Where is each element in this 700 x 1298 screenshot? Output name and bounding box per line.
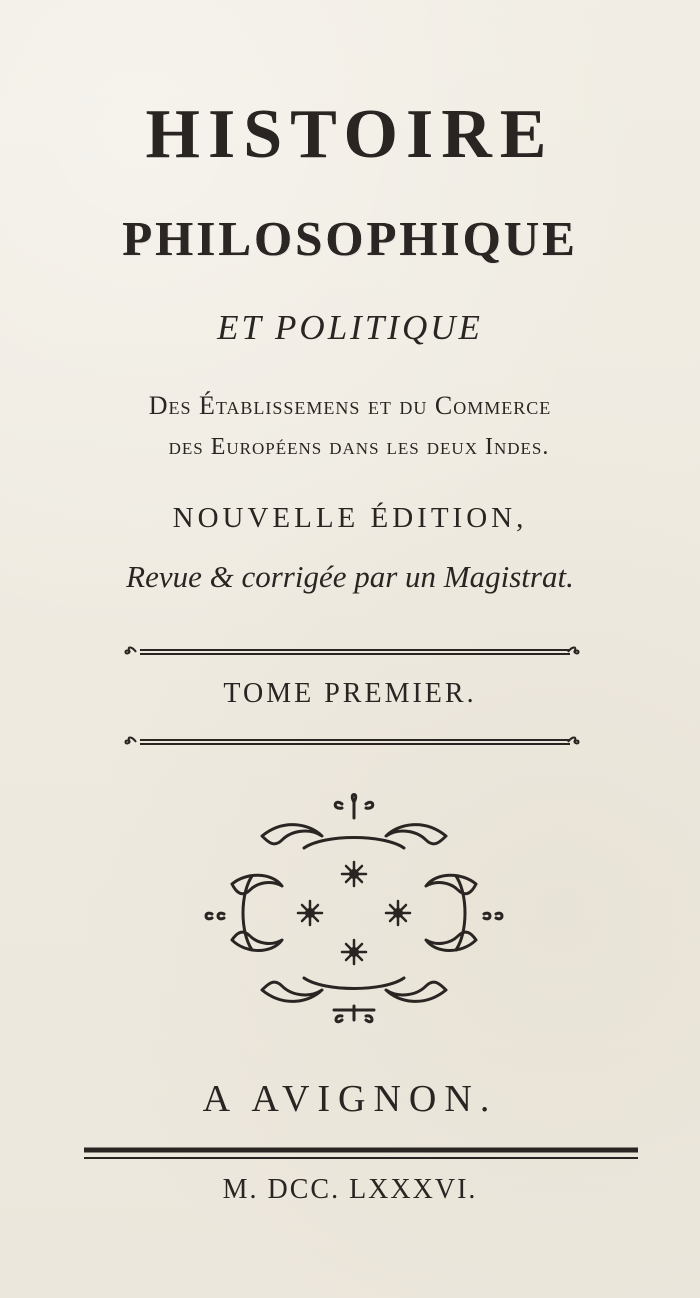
book-title-sub-1: PHILOSOPHIQUE — [122, 211, 578, 266]
subtitle-line-2: des Européens dans les deux Indes. — [168, 434, 550, 460]
printer-ornament-icon — [184, 784, 524, 1044]
top-rule-icon — [120, 640, 590, 664]
footer-rule-icon — [78, 1142, 644, 1166]
publication-place: A AVIGNON. — [202, 1078, 498, 1120]
book-title-sub-2: ET POLITIQUE — [217, 308, 483, 347]
publication-date: M. DCC. LXXXVI. — [222, 1174, 478, 1205]
volume-line: TOME PREMIER. — [223, 678, 477, 709]
bottom-rule-icon — [120, 730, 590, 754]
subtitle-line-1: Des Établissemens et du Commerce — [148, 391, 552, 420]
revision-line: Revue & corrigée par un Magistrat. — [126, 559, 574, 594]
edition-line: NOUVELLE ÉDITION, — [172, 502, 528, 534]
book-title-main: HISTOIRE — [145, 96, 555, 173]
